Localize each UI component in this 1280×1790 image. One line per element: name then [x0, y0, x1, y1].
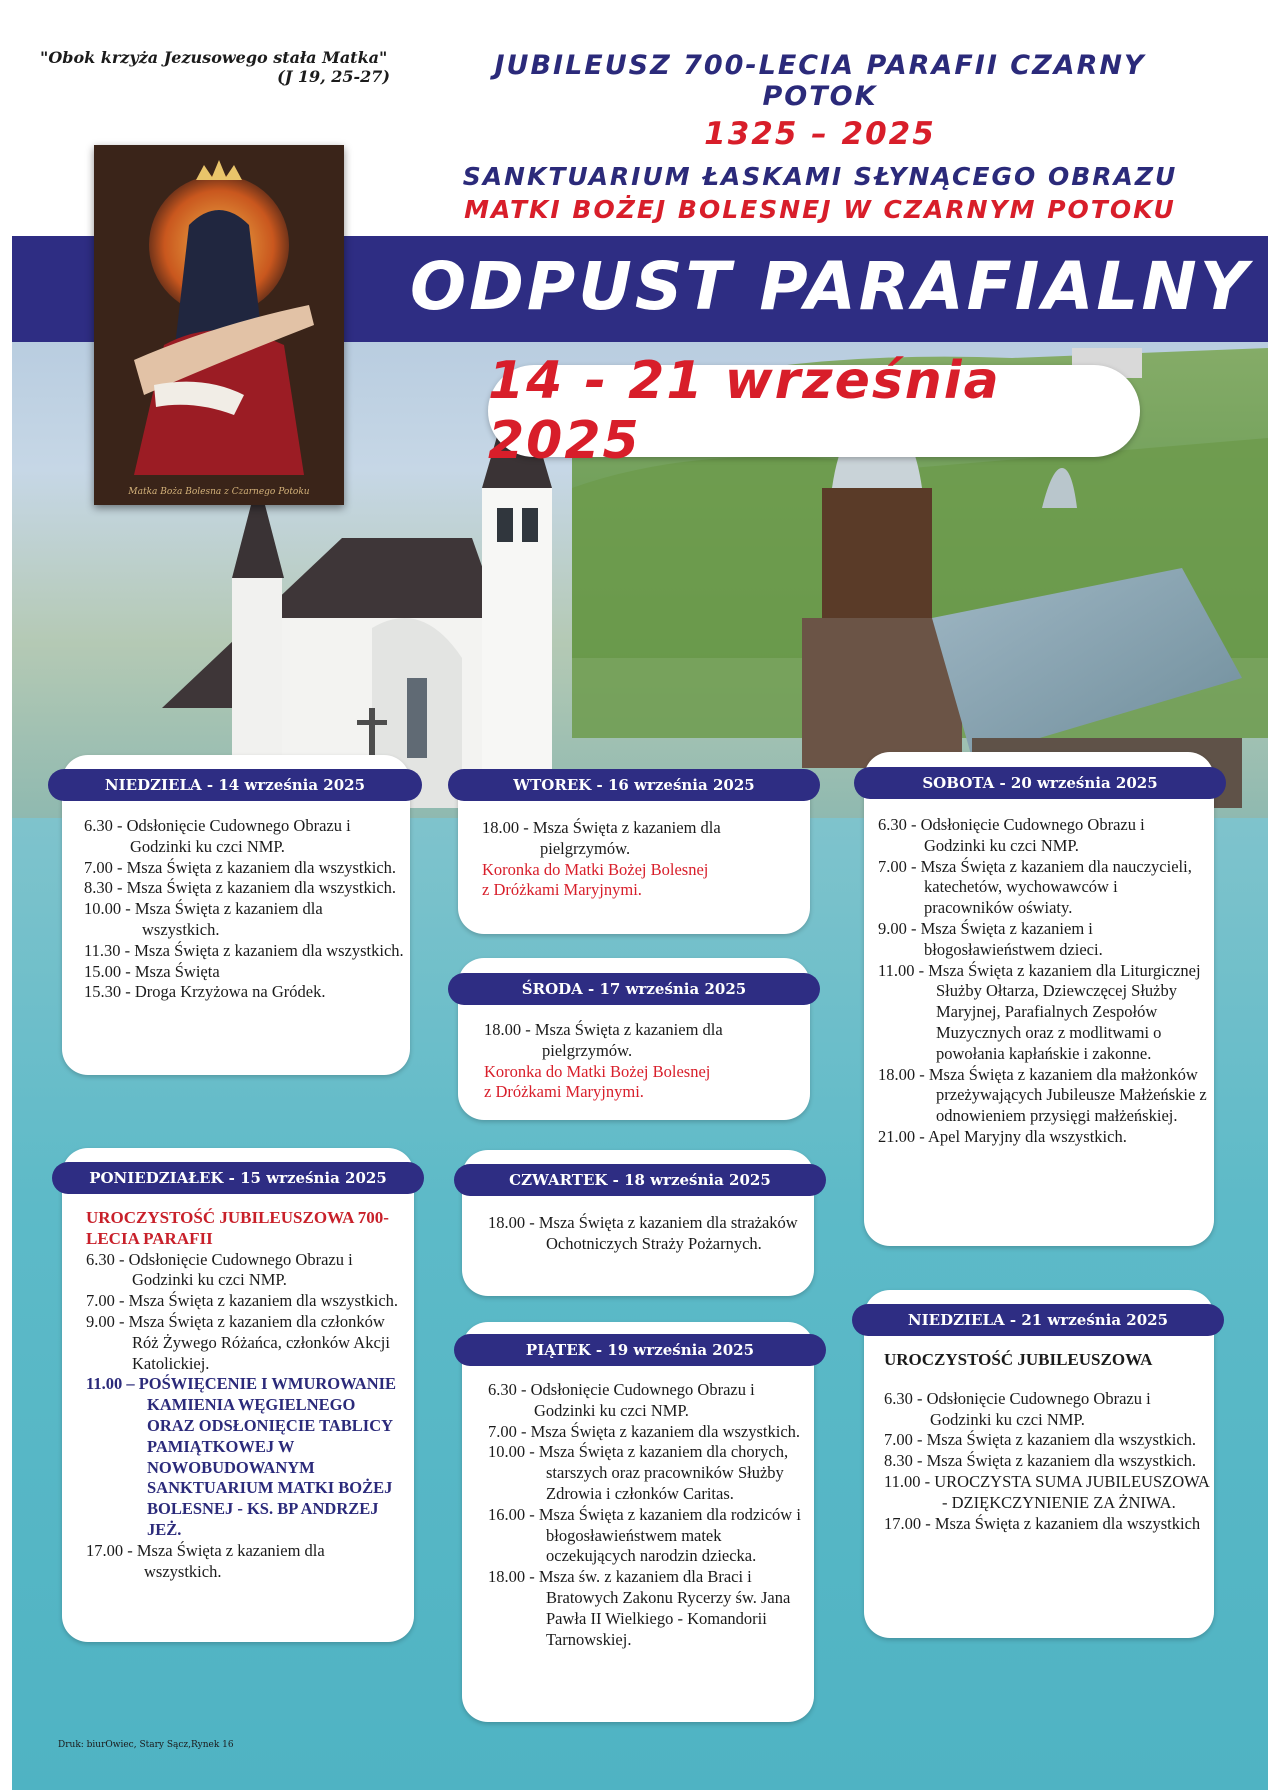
entry: 16.00 - Msza Święta z kazaniem dla rodziców i błogosławieństwem matek oczekujących narodzin dziecka.	[488, 1504, 801, 1566]
entries-tuesday-16	[482, 818, 802, 901]
entry: 17.00 - Msza Święta z kazaniem dla wszystkich	[884, 1513, 1201, 1533]
entry: 6.30 - Odsłonięcie Cudownego Obrazu i Godzinki ku czci NMP.	[884, 1388, 1151, 1429]
day-label-wednesday-17: ŚRODA - 17 września 2025	[448, 973, 820, 1005]
event-date: 14 - 21 września 2025	[488, 365, 1140, 457]
header-sanctuary-line: SANKTUARIUM ŁASKAMI SŁYNĄCEGO OBRAZU	[462, 162, 1178, 191]
mother-of-sorrows-painting	[94, 145, 344, 505]
entry: 6.30 - Odsłonięcie Cudownego Obrazu i Godzinki ku czci NMP.	[84, 816, 351, 856]
entry: 7.00 - Msza Święta z kazaniem dla wszystkich.	[884, 1430, 1197, 1450]
rosary-line-1: Koronka do Matki Bożej Bolesnej	[482, 859, 709, 879]
entry: 6.30 - Odsłonięcie Cudownego Obrazu i Godzinki ku czci NMP.	[878, 815, 1145, 855]
header-years-line: 1325 – 2025	[704, 116, 936, 152]
day-label-sunday-14: NIEDZIELA - 14 września 2025	[48, 769, 422, 801]
entry: 18.00 - Msza Święta z kazaniem dla strażaków Ochotniczych Straży Pożarnych.	[488, 1213, 798, 1253]
entry: 11.00 - Msza Święta z kazaniem dla Liturgicznej Służby Ołtarza, Dziewczęcej Służby Maryjnej, Parafialnych Zespołów Muzycznych oraz z modlitwami o powołania kapłańskie i zakonne.	[878, 960, 1201, 1063]
printer-credit: Druk: biurOwiec, Stary Sącz,Rynek 16	[58, 1740, 234, 1750]
quote-text: "Obok krzyża Jezusowego stała Matka"	[40, 48, 388, 67]
entry: 11.00 - UROCZYSTA SUMA JUBILEUSZOWA - DZIĘKCZYNIENIE ZA ŻNIWA.	[884, 1471, 1209, 1512]
day-label-tuesday-16: WTOREK - 16 września 2025	[448, 769, 820, 801]
day-label-thursday-18: CZWARTEK - 18 września 2025	[454, 1164, 826, 1196]
monday-headline: UROCZYSTOŚĆ JUBILEUSZOWA 700-LECIA PARAFII	[86, 1208, 389, 1248]
entry: 7.00 - Msza Święta z kazaniem dla wszystkich.	[86, 1291, 399, 1311]
entries-wednesday-17	[484, 1020, 804, 1103]
cornerstone-ceremony-entry: 11.00 – POŚWIĘCENIE I WMUROWANIE KAMIENIA WĘGIELNEGO ORAZ ODSŁONIĘCIE TABLICY PAMIĄTKOWEJ W NOWOBUDOWANYM SANKTUARIUM MATKI BOŻEJ BOLESNEJ - KS. BP ANDRZEJ JEŻ.	[86, 1374, 397, 1539]
rosary-line-1: Koronka do Matki Bożej Bolesnej	[484, 1061, 711, 1081]
entry: 18.00 - Msza Święta z kazaniem dla pielgrzymów.	[484, 1020, 723, 1060]
painting-caption: Matka Boża Bolesna z Czarnego Potoku	[128, 487, 310, 497]
entry: 18.00 - Msza Święta z kazaniem dla małżonków przeżywających Jubileusze Małżeńskie z odnowieniem przysięgi małżeńskiej.	[878, 1064, 1207, 1126]
entries-sunday-14	[84, 816, 404, 1003]
jubilee-header	[440, 50, 1200, 224]
scripture-quote	[40, 48, 390, 86]
entry: 8.30 - Msza Święta z kazaniem dla wszystkich.	[884, 1451, 1197, 1471]
entries-saturday-20	[878, 815, 1208, 1148]
entry: 6.30 - Odsłonięcie Cudownego Obrazu i Godzinki ku czci NMP.	[488, 1380, 755, 1420]
day-label-monday-15: PONIEDZIAŁEK - 15 września 2025	[52, 1162, 424, 1194]
entry: 10.00 - Msza Święta z kazaniem dla wszystkich.	[84, 899, 323, 939]
day-label-sunday-21: NIEDZIELA - 21 września 2025	[852, 1304, 1224, 1336]
header-mother-of-god-line: MATKI BOŻEJ BOLESNEJ W CZARNYM POTOKU	[464, 195, 1176, 224]
entry: 7.00 - Msza Święta z kazaniem dla wszystkich.	[84, 857, 397, 877]
day-label-friday-19: PIĄTEK - 19 września 2025	[454, 1334, 826, 1366]
entry: 15.30 - Droga Krzyżowa na Gródek.	[84, 982, 326, 1002]
entry: 11.30 - Msza Święta z kazaniem dla wszystkich.	[84, 940, 404, 960]
entry: 6.30 - Odsłonięcie Cudownego Obrazu i Godzinki ku czci NMP.	[86, 1249, 353, 1290]
quote-reference: (J 19, 25-27)	[277, 67, 390, 86]
entries-friday-19	[488, 1380, 808, 1650]
entry: 7.00 - Msza Święta z kazaniem dla nauczycieli, katechetów, wychowawców i pracowników oświaty.	[878, 856, 1192, 918]
rosary-line-2: z Dróżkami Maryjnymi.	[484, 1082, 644, 1102]
header-jubilee-line: JUBILEUSZ 700-LECIA PARAFII CZARNY POTOK	[494, 50, 1146, 112]
rosary-line-2: z Dróżkami Maryjnymi.	[482, 880, 642, 900]
entry: 15.00 - Msza Święta	[84, 961, 220, 981]
entries-thursday-18	[488, 1213, 808, 1255]
entry: 18.00 - Msza św. z kazaniem dla Braci i Bratowych Zakonu Rycerzy św. Jana Pawła II Wielkiego - Komandorii Tarnowskiej.	[488, 1567, 791, 1649]
entry: 9.00 - Msza Święta z kazaniem dla członków Róż Żywego Różańca, członków Akcji Katolickiej.	[86, 1311, 390, 1373]
entry: 10.00 - Msza Święta z kazaniem dla chorych, starszych oraz pracowników Służby Zdrowia i członków Caritas.	[488, 1442, 789, 1503]
entry: 21.00 - Apel Maryjny dla wszystkich.	[878, 1126, 1127, 1146]
entry: 18.00 - Msza Święta z kazaniem dla pielgrzymów.	[482, 818, 721, 858]
entry: 9.00 - Msza Święta z kazaniem i błogosławieństwem dzieci.	[878, 918, 1103, 959]
event-title: ODPUST PARAFIALNY	[410, 248, 1251, 325]
entries-monday-15	[86, 1208, 406, 1582]
pieta-figure-icon	[94, 145, 344, 505]
entry: 8.30 - Msza Święta z kazaniem dla wszystkich.	[84, 878, 397, 898]
entries-sunday-21	[884, 1350, 1209, 1534]
day-label-saturday-20: SOBOTA - 20 września 2025	[854, 767, 1226, 799]
entry: 17.00 - Msza Święta z kazaniem dla wszystkich.	[86, 1540, 325, 1581]
entry: 7.00 - Msza Święta z kazaniem dla wszystkich.	[488, 1421, 801, 1441]
sunday-21-headline: UROCZYSTOŚĆ JUBILEUSZOWA	[884, 1350, 1153, 1369]
